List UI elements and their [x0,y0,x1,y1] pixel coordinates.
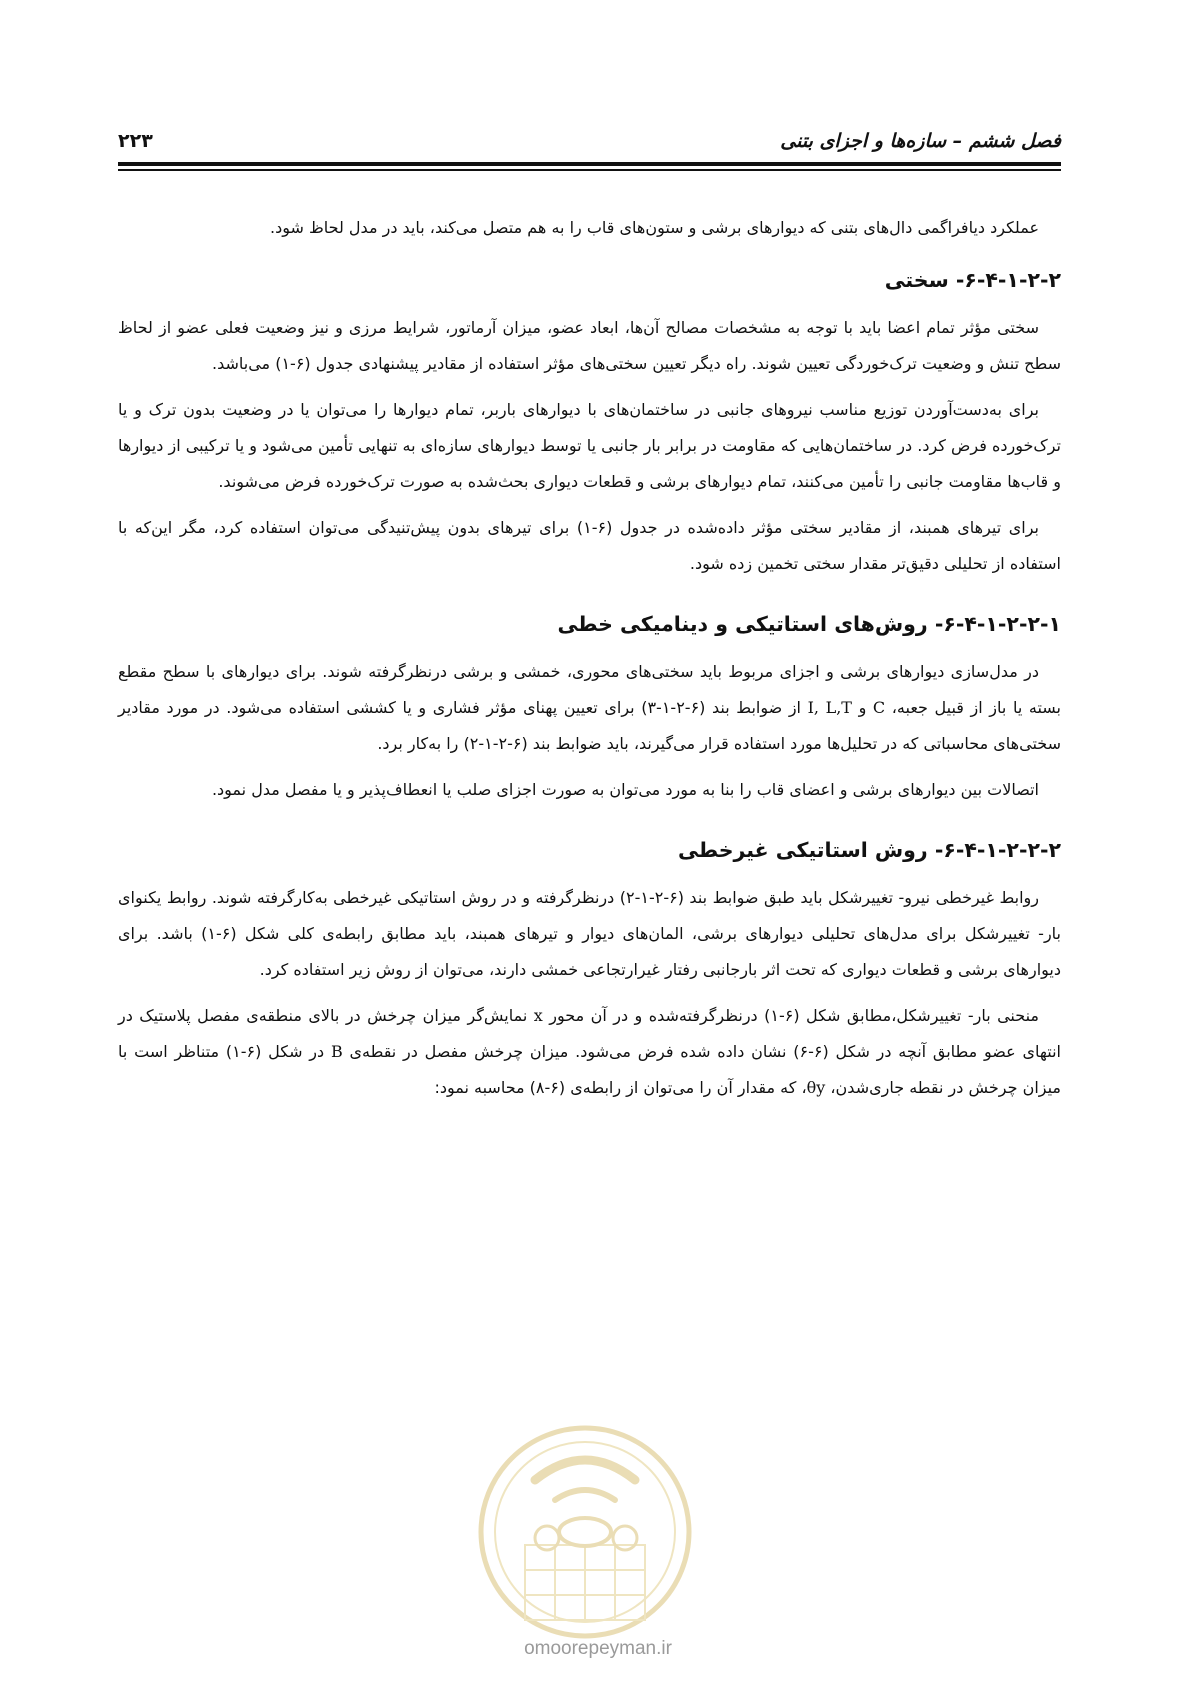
axis-symbol-x: x [533,1006,543,1025]
text-run: در مدل‌سازی دیوارهای برشی و اجزای مربوط باید سختی‌های محوری، خمشی و برشی درنظرگرفته شوند. برای دیوارهای با سطح مقطع بسته یا باز از قبیل جعبه، [118,662,1062,717]
header-rule-thin [118,169,1061,171]
nonlinear-paragraph-2 [118,998,1061,1106]
stiffness-paragraph-3: برای تیرهای همبند، از مقادیر سختی مؤثر داده‌شده در جدول (۶-۱) برای تیرهای بدون پیش‌تنیدگی می‌توان استفاده کرد، مگر این‌که با استفاده از تحلیلی دقیق‌تر مقدار سختی تخمین زده شود. [118,518,1061,573]
section-heading-stiffness: ۶-۴-۱-۲-۲- سختی [884,268,1061,292]
linear-methods-paragraph-1 [118,654,1061,762]
text-run: از ضوابط بند (۶-۲-۱-۳) برای تعیین پهنای مؤثر فشاری و یا کششی استفاده می‌شود. در مورد مقادیر سختی‌های محاسباتی که در تحلیل‌ها مورد استفاده قرار می‌گیرند، باید ضوابط بند (۶-۲-۱-۲) را به‌کار برد. [118,698,1061,753]
linear-methods-paragraph-2: اتصالات بین دیوارهای برشی و اعضای قاب را بنا به مورد می‌توان به صورت اجزای صلب یا انعطاف‌پذیر و یا مفصل مدل نمود. [211,780,1039,799]
point-symbol-b: B [330,1042,343,1061]
watermark-url: omoorepeyman.ir [524,1638,672,1659]
text-run: ، که مقدار آن را می‌توان از رابطه‌ی (۶-۸) محاسبه نمود: [434,1078,807,1097]
chapter-title: فصل ششم – سازه‌ها و اجزای بتنی [780,130,1061,152]
theta-y-symbol: θy [806,1078,826,1097]
stiffness-paragraph-2: برای به‌دست‌آوردن توزیع مناسب نیروهای جانبی در ساختمان‌های با دیوارهای باربر، تمام دیوارها را می‌توان یا در وضعیت بدون ترک و یا ترک‌خورده فرض کرد. در ساختمان‌هایی که مقاومت در برابر بار جانبی یا توسط دیوارهای سازه‌ای به تنهایی تأمین می‌شود و یا ترکیبی از دیوارها و قاب‌ها مقاومت جانبی را تأمین می‌کنند، تمام دیوارهای برشی و قطعات دیواری بحث‌شده به صورت ترک‌خورده فرض می‌شوند. [118,400,1061,491]
section-heading-nonlinear-static: ۶-۴-۱-۲-۲-۲- روش استاتیکی غیرخطی [678,838,1061,862]
section-heading-linear-methods: ۶-۴-۱-۲-۲-۱- روش‌های استاتیکی و دینامیکی خطی [557,612,1061,636]
text-run: در شکل (۶-۱) متناظر است با میزان چرخش در نقطه جاری‌شدن، [118,1042,1061,1097]
omoore-peyman-seal-icon [465,1420,705,1650]
section-shapes-latin: I, L,T و C [807,698,886,717]
text-run: منحنی بار- تغییرشکل،مطابق شکل (۶-۱) درنظرگرفته‌شده و در آن محور [542,1006,1039,1025]
intro-paragraph: عملکرد دیافراگمی دال‌های بتنی که دیوارهای برشی و ستون‌های قاب را به هم متصل می‌کند، باید در مدل لحاظ شود. [269,218,1039,237]
stiffness-paragraph-1: سختی مؤثر تمام اعضا باید با توجه به مشخصات مصالح آن‌ها، ابعاد عضو، میزان آرماتور، شرایط مرزی و نیز وضعیت فعلی عضو از لحاظ سطح تنش و وضعیت ترک‌خوردگی تعیین شوند. راه دیگر تعیین سختی‌های مؤثر استفاده از مقادیر پیشنهادی جدول (۶-۱) می‌باشد. [118,318,1061,373]
header-rule-thick [118,162,1061,166]
text-run: نمایش‌گر میزان چرخش در بالای منطقه‌ی مفصل پلاستیک در انتهای عضو مطابق آنچه در شکل (۶-۶) نشان داده شده فرض می‌شود. میزان چرخش مفصل در نقطه‌ی [118,1006,1062,1061]
page-number: ۲۲۳ [118,130,153,152]
running-header [118,130,1061,158]
nonlinear-paragraph-1: روابط غیرخطی نیرو- تغییرشکل باید طبق ضوابط بند (۶-۲-۱-۲) درنظرگرفته و در روش استاتیکی غیرخطی به‌کارگرفته شوند. روابط یکنوای بار- تغییرشکل برای مدل‌های تحلیلی دیوارهای برشی، المان‌های دیوار و تیرهای همبند، باید مطابق رابطه‌ی کلی شکل (۶-۱) باشد. برای دیوارهای برشی و قطعات دیواری که تحت اثر بارجانبی رفتار غیرارتجاعی خمشی دارند، می‌توان از روش زیر استفاده کرد. [118,888,1062,979]
body-text [118,210,1061,1116]
